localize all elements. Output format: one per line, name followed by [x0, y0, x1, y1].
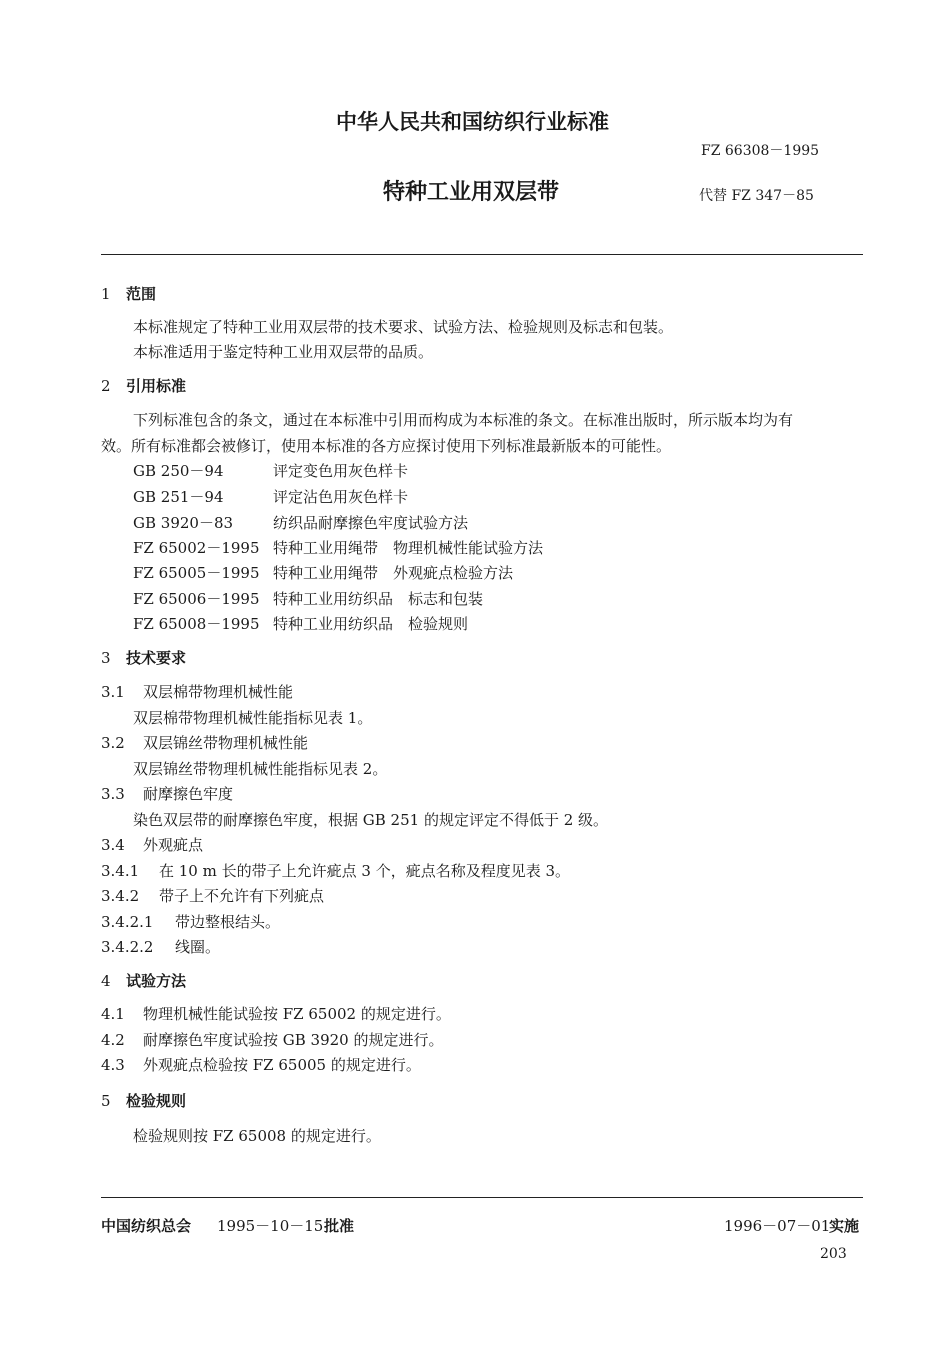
ref-code: FZ 65005－1995 — [133, 564, 260, 582]
ref-code: FZ 65006－1995 — [133, 590, 260, 608]
sec1-para-1: 本标准规定了特种工业用双层带的技术要求、试验方法、检验规则及标志和包装。 — [133, 318, 674, 336]
sec2-heading: 引用标准 — [126, 377, 187, 395]
ref-title: 特种工业用纺织品 检验规则 — [273, 615, 469, 633]
effective-label: 实施 — [829, 1217, 860, 1235]
ref-title: 纺织品耐摩擦色牢度试验方法 — [273, 514, 469, 532]
clause-number: 3.4 — [101, 836, 125, 854]
clause-title: 耐摩擦色牢度 — [143, 785, 234, 803]
clause-text: 染色双层带的耐摩擦色牢度，根据 GB 251 的规定评定不得低于 2 级。 — [133, 811, 609, 829]
clause-title: 双层棉带物理机械性能 — [143, 683, 294, 701]
ref-title: 特种工业用绳带 外观疵点检验方法 — [273, 564, 514, 582]
sec4-heading: 试验方法 — [126, 972, 187, 990]
ref-code: FZ 65008－1995 — [133, 615, 260, 633]
clause-number: 4.2 — [101, 1031, 125, 1049]
clause-text: 带子上不允许有下列疵点 — [159, 887, 325, 905]
issuer: 中国纺织总会 — [101, 1217, 192, 1235]
sec2-para-line-2: 效。所有标准都会被修订，使用本标准的各方应探讨使用下列标准最新版本的可能性。 — [101, 437, 672, 455]
clause-text: 带边整根结头。 — [175, 913, 281, 931]
approve-label: 批准 — [324, 1217, 355, 1235]
ref-title: 特种工业用纺织品 标志和包装 — [273, 590, 484, 608]
page-number: 203 — [820, 1246, 847, 1262]
ref-title: 评定沾色用灰色样卡 — [273, 488, 409, 506]
standard-number: FZ 66308－1995 — [701, 143, 820, 159]
clause-title: 双层锦丝带物理机械性能 — [143, 734, 309, 752]
sec2-para-line-1: 下列标准包含的条文，通过在本标准中引用而构成为本标准的条文。在标准出版时，所示版本均为有 — [133, 411, 794, 429]
document-title: 特种工业用双层带 — [383, 180, 560, 205]
clause-title: 外观疵点 — [143, 836, 204, 854]
effective-date: 1996－07－01 — [724, 1217, 831, 1235]
sec5-text: 检验规则按 FZ 65008 的规定进行。 — [133, 1127, 381, 1145]
sec1-heading-number: 1 — [101, 285, 111, 303]
sec1-para-2: 本标准适用于鉴定特种工业用双层带的品质。 — [133, 343, 434, 361]
sec5-heading: 检验规则 — [126, 1092, 187, 1110]
clause-text: 耐摩擦色牢度试验按 GB 3920 的规定进行。 — [143, 1031, 444, 1049]
clause-number: 3.4.2.1 — [101, 913, 154, 931]
sec4-heading-number: 4 — [101, 972, 111, 990]
ref-title: 评定变色用灰色样卡 — [273, 462, 409, 480]
clause-number: 3.2 — [101, 734, 125, 752]
ref-code: FZ 65002－1995 — [133, 539, 260, 557]
sec5-heading-number: 5 — [101, 1092, 111, 1110]
clause-text: 在 10 m 长的带子上允许疵点 3 个，疵点名称及程度见表 3。 — [159, 862, 571, 880]
clause-text: 外观疵点检验按 FZ 65005 的规定进行。 — [143, 1056, 421, 1074]
clause-text: 物理机械性能试验按 FZ 65002 的规定进行。 — [143, 1005, 451, 1023]
clause-text: 双层锦丝带物理机械性能指标见表 2。 — [133, 760, 388, 778]
clause-number: 3.4.1 — [101, 862, 140, 880]
approve-date: 1995－10－15 — [217, 1217, 324, 1235]
clause-number: 4.3 — [101, 1056, 125, 1074]
ref-code: GB 251－94 — [133, 488, 224, 506]
sec1-heading: 范围 — [126, 285, 157, 303]
clause-number: 3.3 — [101, 785, 125, 803]
ref-title: 特种工业用绳带 物理机械性能试验方法 — [273, 539, 544, 557]
ref-code: GB 3920－83 — [133, 514, 234, 532]
ref-code: GB 250－94 — [133, 462, 224, 480]
org-title: 中华人民共和国纺织行业标准 — [336, 110, 609, 134]
clause-text: 双层棉带物理机械性能指标见表 1。 — [133, 709, 373, 727]
clause-number: 3.4.2.2 — [101, 938, 154, 956]
replaces-note: 代替 FZ 347－85 — [699, 188, 814, 204]
sec2-heading-number: 2 — [101, 377, 111, 395]
clause-number: 3.1 — [101, 683, 125, 701]
clause-number: 4.1 — [101, 1005, 125, 1023]
footer-rule — [101, 1197, 863, 1198]
sec3-heading: 技术要求 — [126, 649, 187, 667]
sec3-heading-number: 3 — [101, 649, 111, 667]
clause-number: 3.4.2 — [101, 887, 140, 905]
header-rule — [101, 254, 863, 255]
clause-text: 线圈。 — [175, 938, 221, 956]
